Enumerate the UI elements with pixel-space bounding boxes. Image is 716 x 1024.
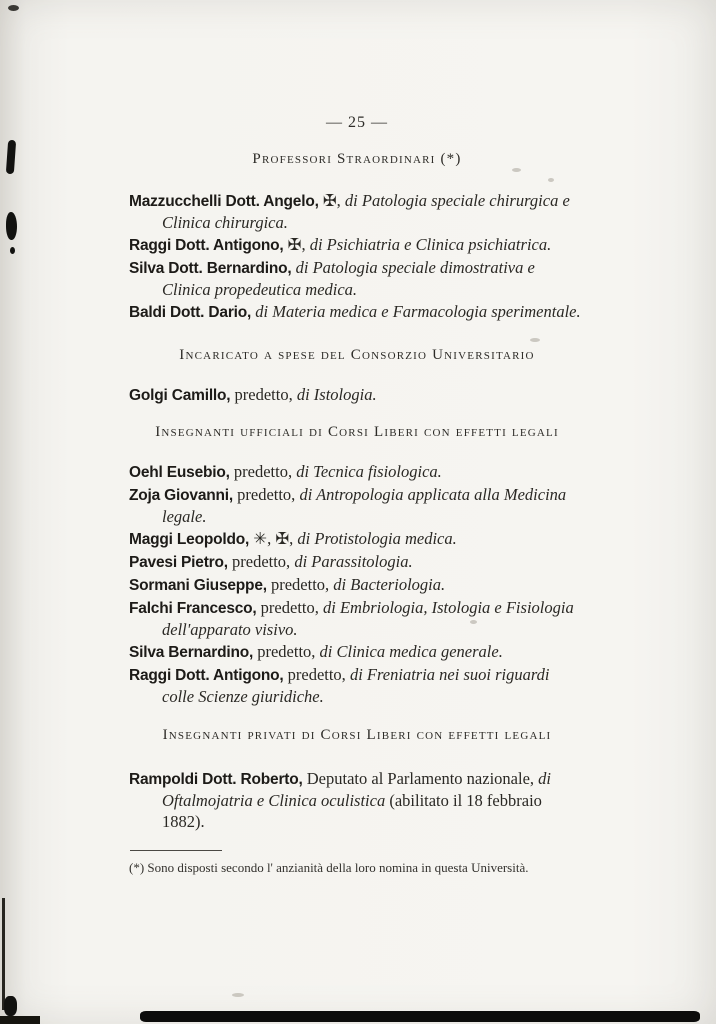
entry-subject: di Psichiatria e Clinica psichiatrica.	[309, 235, 552, 254]
entry-name: Maggi Leopoldo,	[129, 531, 250, 548]
entry-roman: ✠,	[318, 191, 345, 210]
entry-roman: Deputato al Parlamento nazionale,	[302, 769, 539, 788]
entry-name: Silva Dott. Bernardino,	[129, 260, 292, 277]
entry-rampoldi	[129, 768, 585, 832]
binding-mark	[6, 212, 17, 240]
entry-roman: ✠,	[283, 235, 310, 254]
entry-mazzucchelli	[129, 190, 585, 233]
entry-subject: di Clinica medica generale.	[319, 642, 503, 661]
entry-roman: predetto,	[283, 665, 350, 684]
entry-silva	[129, 257, 585, 300]
entry-name: Golgi Camillo,	[129, 387, 231, 404]
entry-subject: di Freniatria nei suoi riguardi colle Scienze giuridiche.	[162, 665, 550, 706]
entry-subject: di Istologia.	[296, 385, 377, 404]
entry-name: Rampoldi Dott. Roberto,	[129, 771, 303, 788]
entry-roman: predetto,	[230, 385, 297, 404]
section-heading-professori-straordinari: Professori Straordinari (*)	[252, 151, 462, 167]
entry-roman: predetto,	[229, 462, 297, 481]
entries-privati	[129, 768, 585, 832]
entry-name: Oehl Eusebio,	[129, 464, 230, 481]
scan-edge-bar	[0, 1016, 40, 1024]
scan-edge-bar	[140, 1011, 700, 1022]
entry-maggi	[129, 528, 585, 550]
entry-tail: (abilitato il 18 febbraio 1882).	[162, 791, 542, 831]
section-heading-incaricato: Incaricato a spese del Consorzio Universitario	[179, 347, 535, 363]
entry-roman: predetto,	[266, 575, 334, 594]
paper-speck	[232, 993, 244, 997]
section-heading-privati: Insegnanti privati di Corsi Liberi con effetti legali	[162, 727, 552, 743]
entry-roman: predetto,	[256, 598, 323, 617]
entry-subject: di Antropologia applicata alla Medicina legale.	[162, 485, 567, 526]
footnote-text: (*) Sono disposti secondo l' anzianità della loro nomina in questa Università.	[129, 860, 529, 875]
entry-name: Sormani Giuseppe,	[129, 577, 267, 594]
entry-subject: di Materia medica e Farmacologia sperimentale.	[255, 302, 581, 321]
entry-sormani	[129, 574, 585, 596]
entry-zoja	[129, 484, 585, 527]
entry-falchi	[129, 597, 585, 640]
footnote-block	[129, 850, 585, 876]
page-number: — 25 —	[326, 114, 388, 131]
entry-subject: di Patologia speciale chirurgica e Clinica chirurgica.	[162, 191, 570, 232]
binding-mark	[10, 247, 15, 254]
footnote-rule	[130, 850, 222, 851]
entry-name: Raggi Dott. Antigono,	[129, 237, 284, 254]
entry-subject: di Embriologia, Istologia e Fisiologia dell'apparato visivo.	[162, 598, 574, 639]
entry-roman: predetto,	[233, 485, 300, 504]
entry-name: Raggi Dott. Antigono,	[129, 667, 284, 684]
entry-silva-bernardino	[129, 641, 585, 663]
entry-raggi-predetto	[129, 664, 585, 707]
entry-oehl	[129, 461, 585, 483]
entry-name: Falchi Francesco,	[129, 600, 257, 617]
binding-line	[2, 898, 5, 1010]
entry-name: Silva Bernardino,	[129, 644, 254, 661]
entry-name: Baldi Dott. Dario,	[129, 304, 252, 321]
entry-pavesi	[129, 551, 585, 573]
entry-subject: di Protistologia medica.	[297, 529, 457, 548]
entry-roman: predetto,	[227, 552, 295, 571]
entry-subject: di Oftalmojatria e Clinica oculistica	[162, 769, 551, 810]
entry-roman: ✳, ✠,	[249, 529, 298, 548]
entry-subject: di Tecnica fisiologica.	[296, 462, 442, 481]
entry-name: Mazzucchelli Dott. Angelo,	[129, 193, 319, 210]
entry-baldi	[129, 301, 585, 323]
entry-subject: di Bacteriologia.	[333, 575, 446, 594]
page-content	[129, 112, 585, 876]
entry-raggi	[129, 234, 585, 256]
section-heading-ufficiali: Insegnanti ufficiali di Corsi Liberi con effetti legali	[155, 424, 559, 440]
entry-name: Zoja Giovanni,	[129, 487, 233, 504]
entries-incaricato	[129, 384, 585, 406]
entries-ufficiali	[129, 461, 585, 707]
binding-mark	[4, 996, 17, 1016]
entry-subject: di Parassitologia.	[294, 552, 413, 571]
entry-name: Pavesi Pietro,	[129, 554, 228, 571]
entries-straordinari	[129, 190, 585, 323]
entry-golgi	[129, 384, 585, 406]
entry-subject: di Patologia speciale dimostrativa e Clinica propedeutica medica.	[162, 258, 535, 299]
entry-roman: predetto,	[253, 642, 320, 661]
binding-mark	[6, 140, 16, 174]
scan-artifact-top	[8, 5, 19, 11]
